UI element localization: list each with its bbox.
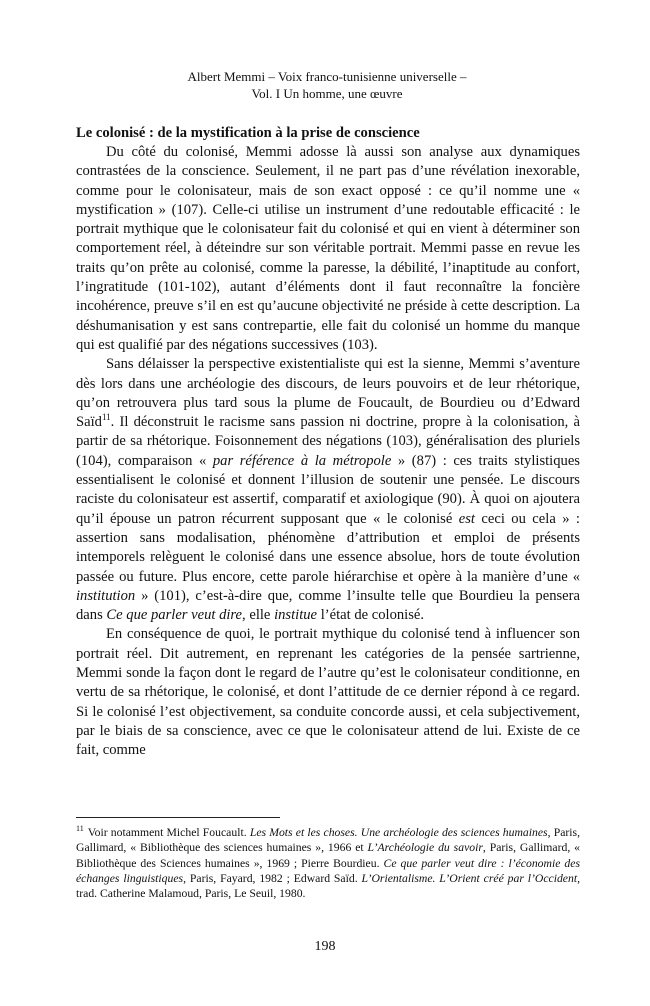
header-line-2: Vol. I Un homme, une œuvre (251, 86, 403, 101)
fn-italic-b: Les Mots et les choses. Une archéologie des sciences humaines (249, 826, 548, 839)
p2-italic-k: institue (274, 607, 318, 624)
p2-text-d: » (87) : ces traits stylistiques essentialisent le colonisé et donnent l’illusion de soutenir une pensée. Le discours raciste du colonisateur est assertif, comparatif et axiologique (90). À quoi on ajoutera qu’il épouse un patron récurrent supposant que « le colonisé (76, 452, 580, 527)
fn-italic-f: Ce que parler veut dire : l’économie des échanges linguistiques (76, 856, 580, 885)
paragraph-2 (76, 355, 580, 625)
footnote-separator (76, 817, 280, 818)
p2-text-h: » (101), c’est-à-dire que, comme l’insulte telle que Bourdieu la pensera dans (76, 587, 580, 624)
p2-text-l: l’état de colonisé. (317, 607, 425, 624)
fn-text-e: , Paris, Gallimard, « Bibliothèque des Sciences humaines », 1969 ; Pierre Bourdieu. (76, 841, 580, 870)
body-text (76, 143, 580, 761)
p2-text-j: , elle (242, 607, 275, 624)
p2-text-a: Sans délaisser la perspective existentialiste qui est la sienne, Memmi s’aventure dès lors dans une archéologie des discours, de leurs pouvoirs et de leur rhétorique, qu’on retrouvera plus tard sous la plume de Foucault, de Bourdieu ou d’Edward Saïd (76, 356, 580, 431)
p2-italic-c: par référence à la métropole (212, 452, 392, 469)
paragraph-3: En conséquence de quoi, le portrait mythique du colonisé tend à influencer son portrait réel. Dit autrement, en reprenant les catégories de la pensée sartrienne, Memmi sonde la façon dont le regard de l’autre qu’est le colonisateur conditionne, en vertu de sa rhétorique, le colonisé, et dont l’attitude de ce dernier répond à ce regard. Si le colonisé l’est objectivement, sa conduite concorde aussi, et cela subjectivement, par le biais de sa conscience, avec ce que le colonisateur attend de lui. Existe de ce fait, comme (76, 626, 580, 759)
p2-text-f: ceci ou cela » : assertion sans modalisation, phénomène d’attribution et emploi de présents intemporels relèguent le colonisé dans une essence absolue, hors de toute évolution passée ou future. Plus encore, cette parole hiérarchise et opère à la manière d’une « (76, 510, 580, 585)
running-header (70, 68, 584, 102)
fn-italic-h: L’Orientalisme. L’Orient créé par l’Occident (361, 871, 578, 885)
p2-italic-e: est (458, 510, 475, 527)
fn-text-c: , Paris, Gallimard, « Bibliothèque des sciences humaines », 1966 et (76, 826, 580, 855)
footnote-reference[interactable]: 11 (101, 412, 111, 423)
fn-italic-d: L’Archéologie du savoir (367, 841, 483, 855)
p2-italic-i: Ce que parler veut dire (106, 607, 243, 624)
fn-text-g: , Paris, Fayard, 1982 ; Edward Saïd. (183, 871, 362, 885)
header-line-1: Albert Memmi – Voix franco-tunisienne universelle – (187, 69, 467, 84)
page-number: 198 (314, 939, 336, 954)
fn-text-i: , trad. Catherine Malamoud, Paris, Le Seuil, 1980. (76, 871, 580, 901)
paragraph-1: Du côté du colonisé, Memmi adosse là aussi son analyse aux dynamiques contrastées de la conscience. Seulement, il ne part pas d’une révélation inexorable, comme pour le colonisateur, mais de son exact opposé : ce qu’il nomme une « mystification » (107). Celle-ci utilise un instrument d’une redoutable efficacité : le portrait mythique que le colonisateur fait du colonisé et qui en vient à déterminer son comportement réel, à déteindre sur son véritable portrait. Memmi passe en revue les traits qu’on prête au colonisé, comme la paresse, la débilité, l’inaptitude au confort, l’ingratitude (101-102), autant d’éléments dont il faut reconnaître la foncière incohérence, preuve s’il en est qu’aucune objectivité ne préside à cette description. La déshumanisation y est sans contrepartie, elle fait du colonisé un homme du manque qui est qualifié par des négations successives (103). (76, 144, 580, 353)
p2-text-b: . Il déconstruit le racisme sans passion ni doctrine, propre à la colonisation, à partir de sa rhétorique. Foisonnement des négations (103), généralisation des pluriels (104), comparaison « (76, 414, 580, 469)
fn-text-a: Voir notamment Michel Foucault. (87, 826, 250, 839)
section-title: Le colonisé : de la mystification à la prise de conscience (76, 125, 420, 141)
p2-italic-g: institution (76, 587, 136, 604)
footnote (76, 825, 580, 901)
footnote-number: 11 (76, 824, 84, 834)
